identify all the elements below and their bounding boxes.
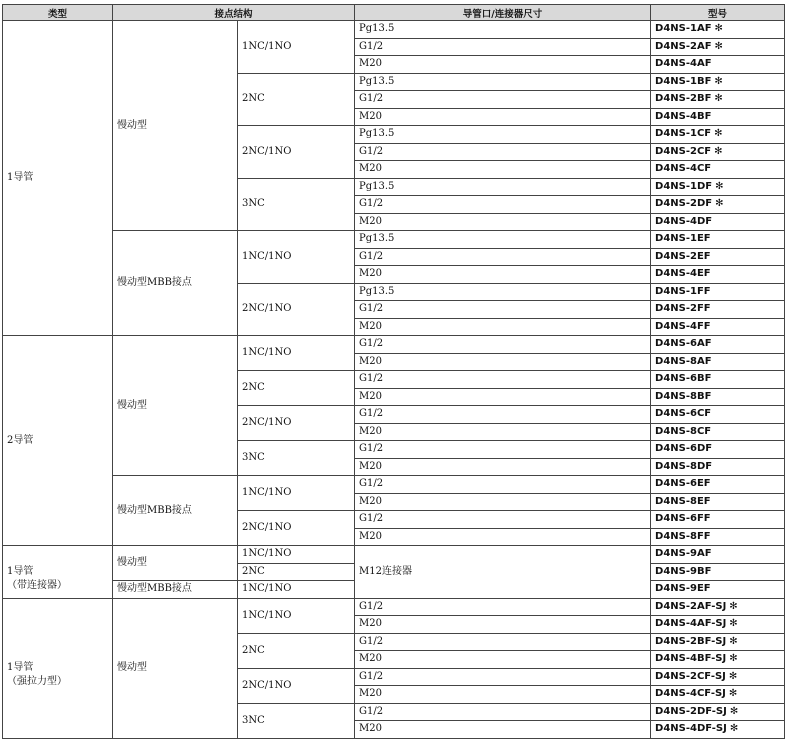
asterisk-mark: ✻ <box>729 600 738 612</box>
asterisk-mark: ✻ <box>729 618 738 630</box>
conduit-cell: G1/2 <box>355 248 651 266</box>
asterisk-mark: ✻ <box>728 670 738 682</box>
asterisk-mark: ✻ <box>729 635 738 647</box>
asterisk-mark: ✻ <box>715 180 724 192</box>
model-cell: D4NS-2FF <box>651 301 785 319</box>
action-cell: 慢动型 <box>113 598 238 738</box>
action-cell: 慢动型 <box>113 21 238 231</box>
model-cell: D4NS-4BF <box>651 108 785 126</box>
action-cell: 慢动型 <box>113 546 238 581</box>
action-cell: 慢动型MBB接点 <box>113 581 238 599</box>
asterisk-mark: ✻ <box>714 75 723 87</box>
model-spec-table <box>2 4 785 739</box>
conduit-cell: M20 <box>355 651 651 669</box>
conduit-cell: Pg13.5 <box>355 231 651 249</box>
contact-cell: 3NC <box>238 441 355 476</box>
model-cell: D4NS-8FF <box>651 528 785 546</box>
contact-cell: 2NC/1NO <box>238 126 355 179</box>
conduit-cell: M20 <box>355 318 651 336</box>
asterisk-mark: ✻ <box>729 705 739 717</box>
model-cell: D4NS-8AF <box>651 353 785 371</box>
conduit-cell: G1/2 <box>355 196 651 214</box>
model-cell: D4NS-4DF-SJ ✻ <box>651 721 785 739</box>
conduit-cell: M20 <box>355 686 651 704</box>
model-cell: D4NS-6BF <box>651 371 785 389</box>
model-cell: D4NS-4FF <box>651 318 785 336</box>
contact-cell: 1NC/1NO <box>238 598 355 633</box>
asterisk-mark: ✻ <box>729 653 738 665</box>
conduit-cell: M20 <box>355 528 651 546</box>
model-cell: D4NS-2BF ✻ <box>651 91 785 109</box>
model-cell: D4NS-2AF-SJ ✻ <box>651 598 785 616</box>
conduit-cell: G1/2 <box>355 143 651 161</box>
model-cell: D4NS-1EF <box>651 231 785 249</box>
conduit-cell: G1/2 <box>355 703 651 721</box>
contact-cell: 3NC <box>238 178 355 231</box>
asterisk-mark: ✻ <box>714 145 723 157</box>
table-row <box>3 598 785 616</box>
model-cell: D4NS-2DF ✻ <box>651 196 785 214</box>
model-cell: D4NS-4BF-SJ ✻ <box>651 651 785 669</box>
conduit-cell: M12连接器 <box>355 546 651 599</box>
contact-cell: 1NC/1NO <box>238 581 355 599</box>
conduit-cell: Pg13.5 <box>355 126 651 144</box>
contact-cell: 3NC <box>238 703 355 738</box>
table-row <box>3 336 785 354</box>
conduit-cell: Pg13.5 <box>355 178 651 196</box>
type-cell: 1导管 <box>3 21 113 336</box>
model-cell: D4NS-8BF <box>651 388 785 406</box>
table-row <box>3 546 785 564</box>
table-row <box>3 21 785 39</box>
model-cell: D4NS-6CF <box>651 406 785 424</box>
action-cell: 慢动型MBB接点 <box>113 476 238 546</box>
model-cell: D4NS-6FF <box>651 511 785 529</box>
model-cell: D4NS-9BF <box>651 563 785 581</box>
conduit-cell: M20 <box>355 423 651 441</box>
conduit-cell: Pg13.5 <box>355 21 651 39</box>
conduit-cell: M20 <box>355 616 651 634</box>
conduit-cell: G1/2 <box>355 441 651 459</box>
conduit-cell: M20 <box>355 213 651 231</box>
model-cell: D4NS-4DF <box>651 213 785 231</box>
contact-cell: 1NC/1NO <box>238 336 355 371</box>
action-cell: 慢动型 <box>113 336 238 476</box>
asterisk-mark: ✻ <box>715 198 724 210</box>
conduit-cell: G1/2 <box>355 668 651 686</box>
conduit-cell: G1/2 <box>355 371 651 389</box>
conduit-cell: G1/2 <box>355 476 651 494</box>
conduit-cell: M20 <box>355 161 651 179</box>
model-cell: D4NS-9AF <box>651 546 785 564</box>
conduit-cell: M20 <box>355 458 651 476</box>
contact-cell: 2NC/1NO <box>238 283 355 336</box>
conduit-cell: M20 <box>355 493 651 511</box>
model-cell: D4NS-4CF-SJ ✻ <box>651 686 785 704</box>
model-cell: D4NS-2EF <box>651 248 785 266</box>
model-cell: D4NS-8EF <box>651 493 785 511</box>
type-cell: 1导管 （带连接器） <box>3 546 113 599</box>
conduit-cell: G1/2 <box>355 336 651 354</box>
conduit-cell: Pg13.5 <box>355 283 651 301</box>
conduit-cell: G1/2 <box>355 91 651 109</box>
model-cell: D4NS-2CF-SJ ✻ <box>651 668 785 686</box>
table-header-row <box>3 5 785 21</box>
contact-cell: 2NC <box>238 73 355 126</box>
model-cell: D4NS-9EF <box>651 581 785 599</box>
model-cell: D4NS-4AF-SJ ✻ <box>651 616 785 634</box>
asterisk-mark: ✻ <box>728 688 738 700</box>
contact-cell: 2NC/1NO <box>238 511 355 546</box>
model-cell: D4NS-6EF <box>651 476 785 494</box>
model-cell: D4NS-4AF <box>651 56 785 74</box>
model-cell: D4NS-2CF ✻ <box>651 143 785 161</box>
table-row <box>3 231 785 249</box>
action-cell: 慢动型MBB接点 <box>113 231 238 336</box>
conduit-cell: G1/2 <box>355 633 651 651</box>
asterisk-mark: ✻ <box>714 23 723 35</box>
conduit-cell: G1/2 <box>355 38 651 56</box>
asterisk-mark: ✻ <box>714 93 723 105</box>
conduit-cell: G1/2 <box>355 301 651 319</box>
model-cell: D4NS-4CF <box>651 161 785 179</box>
table-row <box>3 476 785 494</box>
asterisk-mark: ✻ <box>714 128 723 140</box>
conduit-cell: M20 <box>355 388 651 406</box>
header-conduit-size: 导管口/连接器尺寸 <box>355 5 651 21</box>
model-cell: D4NS-2DF-SJ ✻ <box>651 703 785 721</box>
conduit-cell: M20 <box>355 353 651 371</box>
model-cell: D4NS-1DF ✻ <box>651 178 785 196</box>
model-cell: D4NS-1CF ✻ <box>651 126 785 144</box>
conduit-cell: M20 <box>355 266 651 284</box>
conduit-cell: Pg13.5 <box>355 73 651 91</box>
model-cell: D4NS-1AF ✻ <box>651 21 785 39</box>
type-cell: 2导管 <box>3 336 113 546</box>
contact-cell: 2NC <box>238 563 355 581</box>
contact-cell: 2NC <box>238 633 355 668</box>
contact-cell: 1NC/1NO <box>238 231 355 284</box>
conduit-cell: M20 <box>355 721 651 739</box>
contact-cell: 2NC <box>238 371 355 406</box>
model-cell: D4NS-6AF <box>651 336 785 354</box>
model-cell: D4NS-1BF ✻ <box>651 73 785 91</box>
contact-cell: 1NC/1NO <box>238 21 355 74</box>
conduit-cell: G1/2 <box>355 598 651 616</box>
header-type: 类型 <box>3 5 113 21</box>
asterisk-mark: ✻ <box>729 723 739 735</box>
model-cell: D4NS-8CF <box>651 423 785 441</box>
header-model: 型号 <box>651 5 785 21</box>
contact-cell: 2NC/1NO <box>238 406 355 441</box>
header-contact-structure: 接点结构 <box>113 5 355 21</box>
conduit-cell: G1/2 <box>355 406 651 424</box>
asterisk-mark: ✻ <box>714 40 723 52</box>
model-cell: D4NS-2AF ✻ <box>651 38 785 56</box>
contact-cell: 1NC/1NO <box>238 476 355 511</box>
model-cell: D4NS-6DF <box>651 441 785 459</box>
contact-cell: 1NC/1NO <box>238 546 355 564</box>
model-cell: D4NS-8DF <box>651 458 785 476</box>
conduit-cell: M20 <box>355 56 651 74</box>
model-cell: D4NS-4EF <box>651 266 785 284</box>
model-cell: D4NS-2BF-SJ ✻ <box>651 633 785 651</box>
conduit-cell: G1/2 <box>355 511 651 529</box>
type-cell: 1导管 （强拉力型） <box>3 598 113 738</box>
contact-cell: 2NC/1NO <box>238 668 355 703</box>
conduit-cell: M20 <box>355 108 651 126</box>
model-cell: D4NS-1FF <box>651 283 785 301</box>
